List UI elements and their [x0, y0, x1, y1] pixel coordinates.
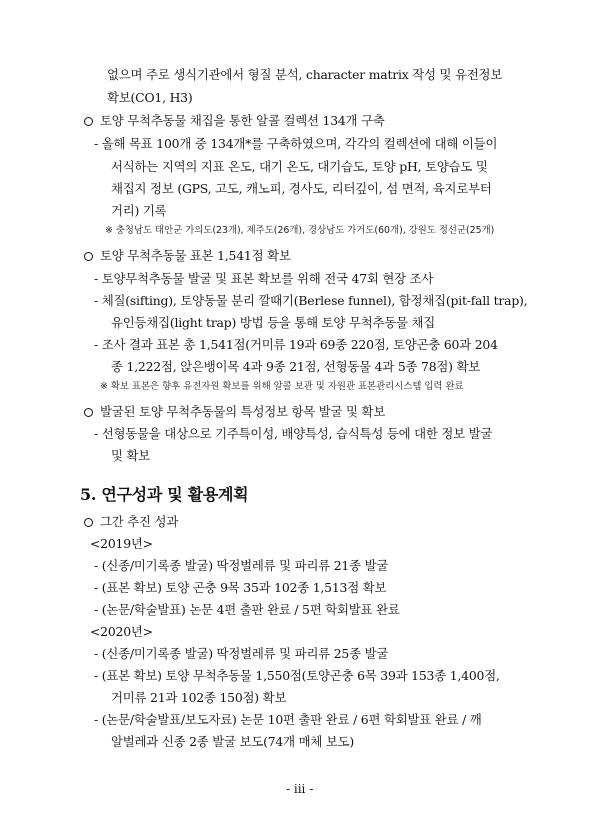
- hollow-circle-bullet-icon: [84, 518, 93, 527]
- hollow-circle-bullet-icon: [84, 252, 93, 261]
- text-line: - (논문/학술발표/보도자료) 논문 10편 출판 완료 / 6편 학회발표 완료 / 깨: [94, 712, 482, 727]
- text-line: 유인등채집(light trap) 방법 등을 통해 토양 무척추동물 채집: [111, 315, 436, 330]
- bullet-title: 그간 추진 성과: [100, 514, 179, 529]
- text-line: 거리) 기록: [111, 203, 167, 218]
- bullet-trait-info: [84, 404, 385, 420]
- footnote: ※ 충청남도 태안군 가의도(23개), 제주도(26개), 경상남도 가거도(60개), 강원도 정선군(25개): [105, 225, 495, 236]
- bullet-title: 토양 무척추동물 채집을 통한 알콜 컬렉션 134개 구축: [100, 113, 385, 128]
- section-heading: 5. 연구성과 및 활용계획: [80, 485, 249, 504]
- intro-line-2: 확보(CO1, H3): [107, 90, 193, 105]
- text-line: 서식하는 지역의 지표 온도, 대기 온도, 대기습도, 토양 pH, 토양습도 및: [111, 159, 488, 174]
- text-line: - (신종/미기록종 발굴) 딱정벌레류 및 파리류 25종 발굴: [94, 646, 389, 661]
- bullet-specimens: [84, 248, 291, 264]
- page-number: - iii -: [286, 782, 314, 796]
- text-line: 종 1,222점, 앉은뱅이목 4과 9종 21점, 선형동물 4과 5종 78점) 확보: [111, 359, 481, 374]
- hollow-circle-bullet-icon: [84, 117, 93, 126]
- intro-line-1: 없으며 주로 생식기관에서 형질 분석, character matrix 작성 및 유전정보: [107, 67, 503, 82]
- text-line: - (신종/미기록종 발굴) 딱정벌레류 및 파리류 21종 발굴: [94, 558, 389, 573]
- text-line: 알벌레과 신종 2종 발굴 보도(74개 매체 보도): [111, 734, 355, 749]
- text-line: 거미류 21과 102종 150점) 확보: [111, 690, 287, 705]
- text-line: - 토양무척추동물 발굴 및 표본 확보를 위해 전국 47회 현장 조사: [94, 271, 434, 286]
- bullet-title: 발굴된 토양 무척추동물의 특성정보 항목 발굴 및 확보: [100, 404, 386, 419]
- text-line: - 체질(sifting), 토양동물 분리 깔때기(Berlese funnel), 함정채집(pit-fall trap),: [94, 293, 528, 308]
- text-line: - (논문/학술발표) 논문 4편 출판 완료 / 5편 학회발표 완료: [94, 602, 400, 617]
- footnote: ※ 확보 표본은 향후 유전자원 확보를 위해 알콜 보관 및 자원관 표본관리시스템 입력 완료: [100, 381, 464, 392]
- text-line: - 선형동물을 대상으로 기주특이성, 배양특성, 습식특성 등에 대한 정보 발굴: [94, 426, 493, 441]
- text-line: 채집지 정보 (GPS, 고도, 캐노피, 경사도, 리터깊이, 섬 면적, 육지로부터: [111, 181, 492, 196]
- text-line: - 올해 목표 100개 중 134개*를 구축하였으며, 각각의 컬렉션에 대해 이들이: [94, 136, 498, 151]
- year-label-2020: <2020년>: [90, 624, 153, 639]
- text-line: - (표본 확보) 토양 곤충 9목 35과 102종 1,513점 확보: [94, 580, 387, 595]
- hollow-circle-bullet-icon: [84, 408, 93, 417]
- bullet-title: 토양 무척추동물 표본 1,541점 확보: [100, 248, 291, 263]
- text-line: 및 확보: [111, 448, 151, 463]
- text-line: - 조사 결과 표본 총 1,541점(거미류 19과 69종 220점, 토양곤충 60과 204: [94, 337, 498, 352]
- bullet-achievements: [84, 514, 178, 530]
- text-line: - (표본 확보) 토양 무척추동물 1,550점(토양곤충 6목 39과 153종 1,400점,: [94, 668, 500, 683]
- year-label-2019: <2019년>: [90, 536, 153, 551]
- bullet-alcohol-collection: [84, 113, 385, 129]
